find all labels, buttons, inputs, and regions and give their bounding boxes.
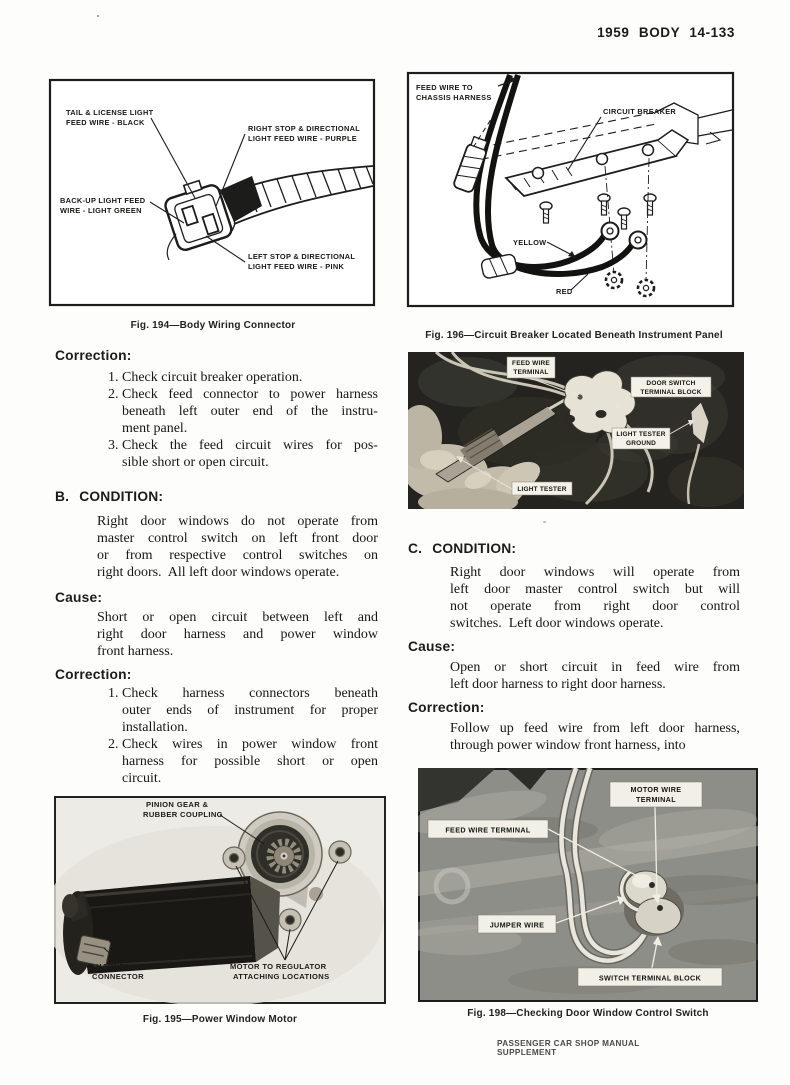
- label-feed-wire-terminal: FEED WIRE TERMINAL: [445, 825, 531, 835]
- list-item-number: 3.: [108, 438, 119, 453]
- section-heading-condition-b: [55, 489, 378, 504]
- left-column: [55, 0, 378, 1085]
- list-item-number: 2.: [108, 737, 119, 752]
- label-red-wire: RED: [556, 287, 573, 296]
- text-line: Short or open circuit between left and: [97, 610, 378, 625]
- list-item: [108, 369, 378, 386]
- text-line: installation.: [122, 720, 188, 735]
- text-line: harness for possible short or open: [122, 754, 378, 769]
- text-line: Right door windows do not operate from: [97, 514, 378, 529]
- page-footer: PASSENGER CAR SHOP MANUAL SUPPLEMENT: [497, 1039, 640, 1057]
- label-harness-connector: HARNESS: [96, 962, 136, 971]
- section-heading-condition-c: [408, 541, 740, 556]
- list-item-text: [122, 386, 378, 437]
- list-item: [108, 437, 378, 471]
- label-switch-terminal-block: SWITCH TERMINAL BLOCK: [598, 973, 702, 983]
- section-heading-correction-c: Correction:: [408, 700, 485, 715]
- list-item-text: [122, 369, 378, 386]
- label-door-switch-terminal-block: TERMINAL BLOCK: [640, 389, 702, 396]
- right-column: [408, 0, 740, 1085]
- condition-letter: C.: [408, 541, 423, 556]
- paragraph-condition-c: [450, 564, 740, 632]
- text-line: right doors. All left door windows operate.: [97, 565, 340, 580]
- label-jumper-wire: JUMPER WIRE: [489, 920, 545, 930]
- label-motor-wire-terminal: TERMINAL: [636, 795, 676, 804]
- page-header: 1959 BODY 14-133: [597, 25, 735, 40]
- text-line: sible short or open circuit.: [122, 455, 269, 470]
- text-line: Open or short circuit in feed wire from: [450, 660, 740, 675]
- numbered-list-correction-a: [108, 369, 378, 471]
- figure-195-caption: Fig. 195—Power Window Motor: [142, 1014, 298, 1025]
- text-line: circuit.: [122, 771, 162, 786]
- label-right-stop: LIGHT FEED WIRE - PURPLE: [248, 134, 358, 143]
- label-harness-connector: CONNECTOR: [92, 972, 144, 981]
- condition-letter: B.: [55, 489, 70, 504]
- list-item: [108, 736, 378, 787]
- list-item-number: 1.: [108, 686, 119, 701]
- label-pinion-gear: RUBBER COUPLING: [143, 810, 223, 819]
- label-door-switch-terminal-block: DOOR SWITCH: [646, 380, 696, 387]
- section-heading-cause-b: Cause:: [55, 590, 103, 605]
- text-line: Check feed connector to power harness: [122, 387, 378, 402]
- paragraph-cause-b: [97, 609, 378, 660]
- label-left-stop: LEFT STOP & DIRECTIONAL: [248, 252, 356, 261]
- condition-title: CONDITION:: [79, 489, 164, 504]
- label-yellow-wire: YELLOW: [513, 238, 547, 247]
- label-backup-light: BACK-UP LIGHT FEED: [60, 196, 146, 205]
- label-circuit-breaker: CIRCUIT BREAKER: [603, 107, 677, 116]
- text-line: Check wires in power window front: [122, 737, 378, 752]
- list-item: [108, 386, 378, 437]
- list-item-number: 2.: [108, 387, 119, 402]
- label-backup-light: WIRE - LIGHT GREEN: [60, 206, 142, 215]
- list-item-text: [122, 685, 378, 736]
- text-line: Check harness connectors beneath: [122, 686, 378, 701]
- text-line: switches. Left door windows operate.: [450, 616, 664, 631]
- text-line: master control switch on left front door: [97, 531, 378, 546]
- label-tail-license: FEED WIRE - BLACK: [66, 118, 145, 127]
- text-line: left door harness to right door harness.: [450, 677, 666, 692]
- label-feed-wire-chassis: CHASSIS HARNESS: [416, 93, 492, 102]
- figure-194-caption: Fig. 194—Body Wiring Connector: [130, 320, 296, 331]
- numbered-list-correction-b: [108, 685, 378, 787]
- label-pinion-gear: PINION GEAR &: [146, 800, 209, 809]
- text-line: front harness.: [97, 644, 174, 659]
- label-motor-attaching: MOTOR TO REGULATOR: [230, 962, 327, 971]
- paragraph-condition-b: [97, 513, 378, 581]
- paragraph-cause-c: [450, 659, 740, 693]
- text-line: Check the feed circuit wires for pos-: [122, 438, 378, 453]
- list-item-text: [122, 437, 378, 471]
- text-line: right door harness and power window: [97, 627, 378, 642]
- label-light-tester-ground: LIGHT TESTER: [616, 431, 666, 438]
- label-feed-wire-terminal: FEED WIRE: [512, 360, 550, 367]
- figure-198-caption: Fig. 198—Checking Door Window Control Switch: [467, 1008, 709, 1019]
- figure-196-caption: Fig. 196—Circuit Breaker Located Beneath Instrument Panel: [425, 330, 723, 341]
- text-line: Check circuit breaker operation.: [122, 370, 303, 385]
- text-line: outer ends of instrument for proper: [122, 703, 378, 718]
- label-feed-wire-chassis: FEED WIRE TO: [416, 83, 473, 92]
- paragraph-correction-c: [450, 720, 740, 754]
- condition-title: CONDITION:: [432, 541, 517, 556]
- text-line: beneath left outer end of the instru-: [122, 404, 378, 419]
- list-item-number: 1.: [108, 370, 119, 385]
- label-motor-wire-terminal: MOTOR WIRE: [630, 785, 682, 794]
- text-line: left door master control switch but will: [450, 582, 740, 597]
- label-feed-wire-terminal: TERMINAL: [513, 369, 549, 376]
- label-light-tester: LIGHT TESTER: [517, 486, 567, 493]
- text-line: through power window front harness, into: [450, 738, 686, 753]
- section-heading-correction-b: Correction:: [55, 667, 132, 682]
- label-left-stop: LIGHT FEED WIRE - PINK: [248, 262, 345, 271]
- label-light-tester-ground: GROUND: [625, 440, 657, 447]
- section-heading-correction-a: Correction:: [55, 348, 132, 363]
- text-line: not operate from right door control: [450, 599, 740, 614]
- text-line: Right door windows will operate from: [450, 565, 740, 580]
- text-line: ment panel.: [122, 421, 188, 436]
- text-line: Follow up feed wire from left door harness,: [450, 721, 740, 736]
- list-item: [108, 685, 378, 736]
- label-right-stop: RIGHT STOP & DIRECTIONAL: [248, 124, 361, 133]
- label-tail-license: TAIL & LICENSE LIGHT: [66, 108, 154, 117]
- list-item-text: [122, 736, 378, 787]
- label-motor-attaching: ATTACHING LOCATIONS: [233, 972, 330, 981]
- text-line: or from respective control switches on: [97, 548, 378, 563]
- section-heading-cause-c: Cause:: [408, 639, 456, 654]
